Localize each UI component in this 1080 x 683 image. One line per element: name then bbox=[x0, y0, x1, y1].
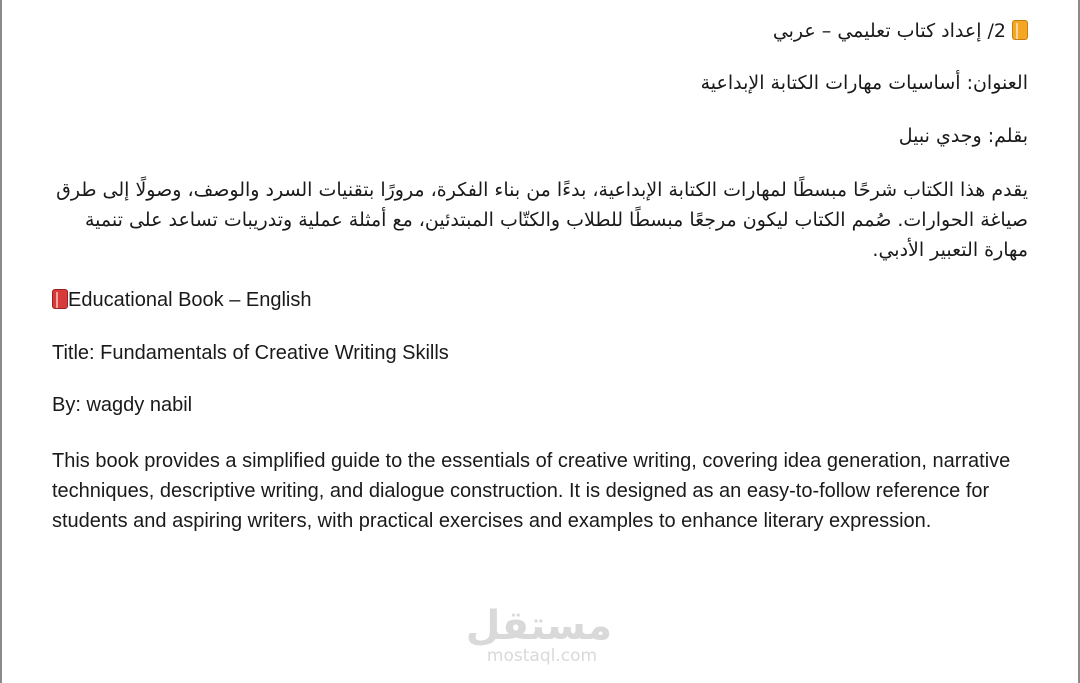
arabic-title-line: العنوان: أساسيات مهارات الكتابة الإبداعية bbox=[700, 72, 1028, 94]
arabic-description: يقدم هذا الكتاب شرحًا مبسطًا لمهارات الكتابة الإبداعية، بدءًا من بناء الفكرة، مرورًا بتقنيات السرد والوصف، وصولًا إلى طرق صياغة الحوارات. صُمم الكتاب ليكون مرجعًا مبسطًا للطلاب والكتّاب المبتدئين، مع أمثلة عملية وتدريبات تساعد على تنمية مهارة التعبير الأدبي. bbox=[56, 179, 1028, 261]
english-author-line: By: wagdy nabil bbox=[52, 394, 193, 416]
english-title-line: Title: Fundamentals of Creative Writing Skills bbox=[52, 342, 449, 364]
mostaql-watermark bbox=[465, 603, 612, 666]
english-heading bbox=[52, 289, 312, 312]
watermark-latin-text: mostaql.com bbox=[486, 646, 598, 666]
orange-book-icon bbox=[1012, 20, 1028, 40]
arabic-author-line: بقلم: وجدي نبيل bbox=[898, 125, 1028, 147]
red-book-icon bbox=[52, 289, 68, 309]
arabic-heading-text: إعداد كتاب تعليمي – عربي bbox=[772, 20, 982, 42]
watermark-arabic-logo: مستقل bbox=[465, 603, 612, 649]
english-heading-text: Educational Book – English bbox=[68, 289, 312, 311]
english-description: This book provides a simplified guide to the essentials of creative writing, covering idea generation, narrative techniques, descriptive writing, and dialogue construction. It is designed as an easy-to-follow reference for students and aspiring writers, with practical exercises and examples to enhance literary expression. bbox=[52, 450, 1011, 532]
arabic-heading-number: 2/ bbox=[987, 20, 1006, 42]
arabic-heading bbox=[773, 20, 1028, 42]
